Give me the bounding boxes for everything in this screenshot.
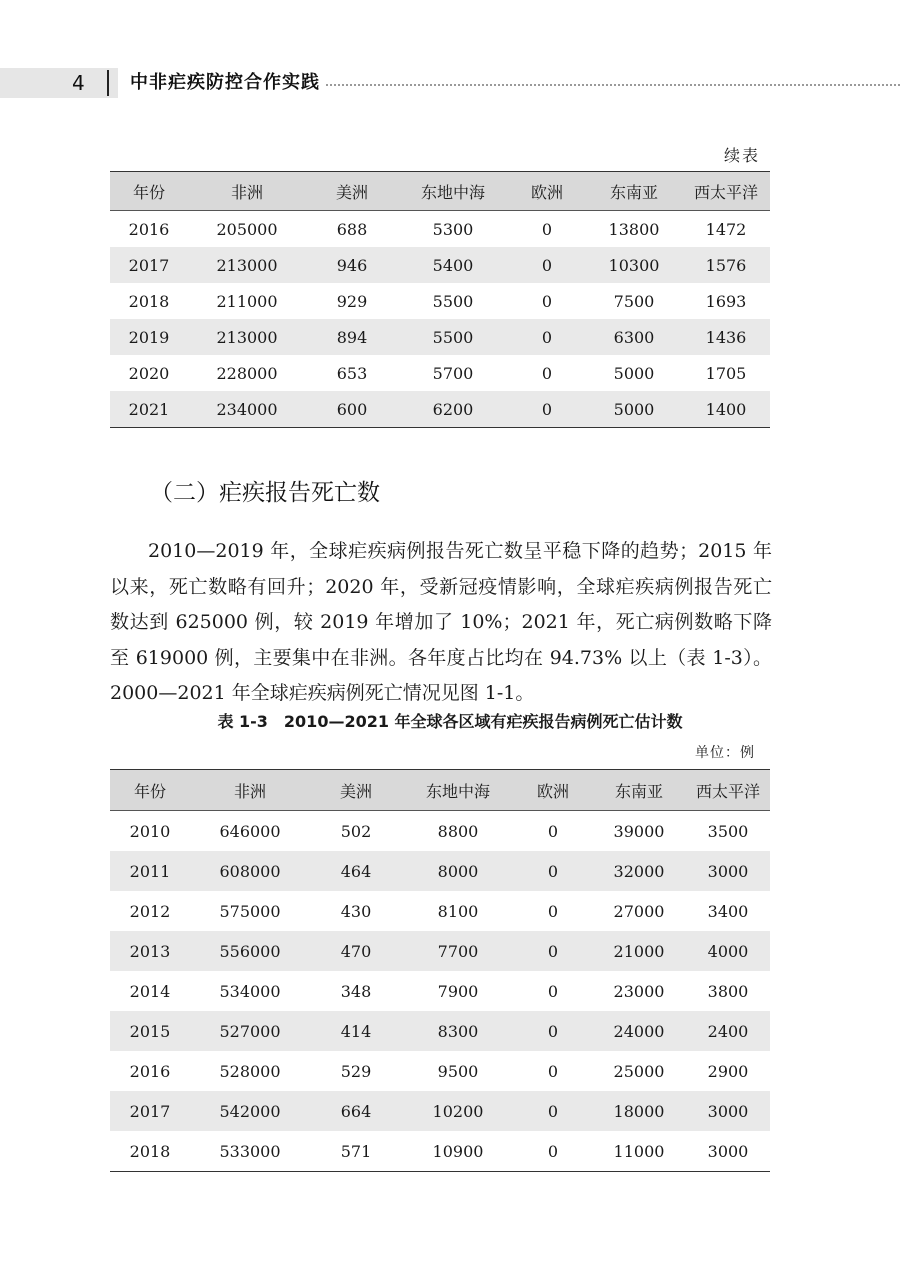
table-cell: 0 <box>547 981 559 1001</box>
table-cell: 2017 <box>110 1091 190 1131</box>
table-cell: 5500 <box>398 319 508 355</box>
table-cell: 600 <box>306 391 398 428</box>
table-cell: 32000 <box>592 851 686 891</box>
table-cell: 6300 <box>586 319 682 355</box>
table-cell: 0 <box>508 247 586 283</box>
table-cell: 348 <box>340 981 372 1001</box>
table-row <box>110 931 770 971</box>
table-cell: 24000 <box>592 1011 686 1051</box>
table-cell: 0 <box>547 1061 559 1081</box>
table-cell: 0 <box>547 901 559 921</box>
table-cell: 6200 <box>398 391 508 428</box>
table-cell: 556000 <box>190 931 310 971</box>
table-cell: 529 <box>340 1061 372 1081</box>
table-caption: 表 1-3 2010—2021 年全球各区域有疟疾报告病例死亡估计数 <box>217 712 683 731</box>
table-cell: 8100 <box>437 901 479 921</box>
table-cell: 5700 <box>432 363 474 383</box>
deaths-table <box>110 769 770 1172</box>
table-cell: 213000 <box>188 247 306 283</box>
table-row <box>110 1131 770 1172</box>
table-cell: 4000 <box>686 931 770 971</box>
table-row <box>110 211 770 248</box>
col-header: 非洲 <box>190 770 310 811</box>
page-number: 4 <box>72 71 85 95</box>
table-cell: 11000 <box>592 1131 686 1172</box>
table-body <box>110 211 770 428</box>
table-cell: 7900 <box>437 981 479 1001</box>
table-cell: 527000 <box>190 1011 310 1051</box>
table-cell: 653 <box>336 363 368 383</box>
table-cell: 2018 <box>110 1131 190 1172</box>
table-cell: 3500 <box>707 821 749 841</box>
table-cell: 0 <box>541 291 553 311</box>
table-cell: 2014 <box>129 981 171 1001</box>
table-cell: 5000 <box>613 363 655 383</box>
table-cell: 25000 <box>613 1061 665 1081</box>
continued-table <box>110 171 770 428</box>
table-cell: 2016 <box>129 1061 171 1081</box>
table-cell: 205000 <box>216 219 278 239</box>
table-cell: 2900 <box>707 1061 749 1081</box>
table-cell: 464 <box>310 851 402 891</box>
table-cell: 234000 <box>188 391 306 428</box>
table-cell: 3400 <box>707 901 749 921</box>
table-cell: 18000 <box>592 1091 686 1131</box>
table-cell: 1693 <box>705 291 747 311</box>
table-cell: 0 <box>514 1011 592 1051</box>
table-row <box>110 851 770 891</box>
header-divider <box>107 70 109 96</box>
table-row <box>110 1011 770 1051</box>
table-cell: 213000 <box>188 319 306 355</box>
table-cell: 5500 <box>432 291 474 311</box>
col-header: 东南亚 <box>592 770 686 811</box>
table-cell: 3000 <box>686 1131 770 1172</box>
table-cell: 2018 <box>128 291 170 311</box>
table-cell: 688 <box>336 219 368 239</box>
table-cell: 39000 <box>613 821 665 841</box>
table-cell: 0 <box>514 851 592 891</box>
table-row <box>110 355 770 391</box>
table-row <box>110 247 770 283</box>
table-cell: 5300 <box>432 219 474 239</box>
table-cell: 3000 <box>686 851 770 891</box>
col-header: 美洲 <box>306 172 398 211</box>
table-cell: 0 <box>514 1091 592 1131</box>
col-header: 西太平洋 <box>686 770 770 811</box>
col-header: 美洲 <box>310 770 402 811</box>
table-row <box>110 1091 770 1131</box>
table-cell: 2017 <box>110 247 188 283</box>
table-cell: 534000 <box>219 981 281 1001</box>
col-header: 东地中海 <box>402 770 514 811</box>
table-cell: 2021 <box>110 391 188 428</box>
table-cell: 2019 <box>110 319 188 355</box>
table-cell: 228000 <box>216 363 278 383</box>
table-body <box>110 811 770 1172</box>
table-cell: 0 <box>508 319 586 355</box>
col-header: 东地中海 <box>398 172 508 211</box>
table-cell: 2011 <box>110 851 190 891</box>
table-cell: 2012 <box>129 901 171 921</box>
table-cell: 211000 <box>216 291 278 311</box>
table-cell: 5400 <box>398 247 508 283</box>
table-header-row <box>110 172 770 211</box>
table-cell: 1472 <box>705 219 747 239</box>
table-cell: 2020 <box>128 363 170 383</box>
body-paragraph: 2010—2019 年，全球疟疾病例报告死亡数呈平稳下降的趋势；2015 年以来，死亡数略有回升；2020 年，受新冠疫情影响，全球疟疾病例报告死亡数达到 625000 例，较 2019 年增加了 10%；2021 年，死亡病例数略下降至 619000 例，主要集中在非洲。各年度占比均在 94.73% 以上（表 1-3）。2000—2021 年全球疟疾病例死亡情况见图 1-1。 <box>110 540 772 704</box>
table-cell: 533000 <box>190 1131 310 1172</box>
table-cell: 1400 <box>682 391 770 428</box>
table-cell: 894 <box>306 319 398 355</box>
table-cell: 2015 <box>110 1011 190 1051</box>
table-cell: 10200 <box>402 1091 514 1131</box>
table-cell: 2016 <box>128 219 170 239</box>
unit-label: 单位：例 <box>695 745 755 761</box>
running-title: 中非疟疾防控合作实践 <box>130 72 320 93</box>
table-cell: 2010 <box>129 821 171 841</box>
table-cell: 2013 <box>110 931 190 971</box>
table-cell: 0 <box>508 391 586 428</box>
table-cell: 946 <box>306 247 398 283</box>
table-cell: 608000 <box>190 851 310 891</box>
col-header: 年份 <box>110 770 190 811</box>
table-cell: 502 <box>340 821 372 841</box>
table-header-row <box>110 770 770 811</box>
table-row <box>110 1051 770 1091</box>
table-cell: 528000 <box>219 1061 281 1081</box>
table-cell: 8300 <box>402 1011 514 1051</box>
continued-table-label: 续表 <box>724 146 761 165</box>
header-dotted-rule <box>326 84 900 86</box>
table-cell: 3000 <box>686 1091 770 1131</box>
table-cell: 1436 <box>682 319 770 355</box>
table-cell: 414 <box>310 1011 402 1051</box>
table-cell: 8800 <box>437 821 479 841</box>
table-cell: 1576 <box>682 247 770 283</box>
table-cell: 27000 <box>613 901 665 921</box>
table-cell: 10300 <box>586 247 682 283</box>
table-cell: 0 <box>514 1131 592 1172</box>
col-header: 东南亚 <box>586 172 682 211</box>
table-cell: 5000 <box>586 391 682 428</box>
col-header: 西太平洋 <box>682 172 770 211</box>
table-cell: 9500 <box>437 1061 479 1081</box>
table-cell: 470 <box>310 931 402 971</box>
table-cell: 929 <box>336 291 368 311</box>
table-cell: 21000 <box>592 931 686 971</box>
col-header: 欧洲 <box>514 770 592 811</box>
table-row <box>110 319 770 355</box>
table-cell: 8000 <box>402 851 514 891</box>
table-cell: 571 <box>310 1131 402 1172</box>
col-header: 欧洲 <box>508 172 586 211</box>
table-cell: 0 <box>514 931 592 971</box>
table-cell: 3800 <box>707 981 749 1001</box>
table-row <box>110 971 770 1011</box>
section-heading: （二）疟疾报告死亡数 <box>150 480 380 506</box>
col-header: 年份 <box>110 172 188 211</box>
table-cell: 430 <box>340 901 372 921</box>
table-cell: 0 <box>541 219 553 239</box>
table-cell: 646000 <box>219 821 281 841</box>
table-cell: 0 <box>547 821 559 841</box>
table-row <box>110 391 770 428</box>
table-cell: 0 <box>541 363 553 383</box>
table-row <box>110 283 770 319</box>
table-cell: 23000 <box>613 981 665 1001</box>
col-header: 非洲 <box>188 172 306 211</box>
table-cell: 542000 <box>190 1091 310 1131</box>
table-cell: 1705 <box>705 363 747 383</box>
table-cell: 10900 <box>402 1131 514 1172</box>
table-cell: 7700 <box>402 931 514 971</box>
table-cell: 664 <box>310 1091 402 1131</box>
table-cell: 7500 <box>613 291 655 311</box>
table-row <box>110 891 770 931</box>
table-cell: 575000 <box>219 901 281 921</box>
table-cell: 13800 <box>608 219 660 239</box>
table-cell: 2400 <box>686 1011 770 1051</box>
table-row <box>110 811 770 852</box>
